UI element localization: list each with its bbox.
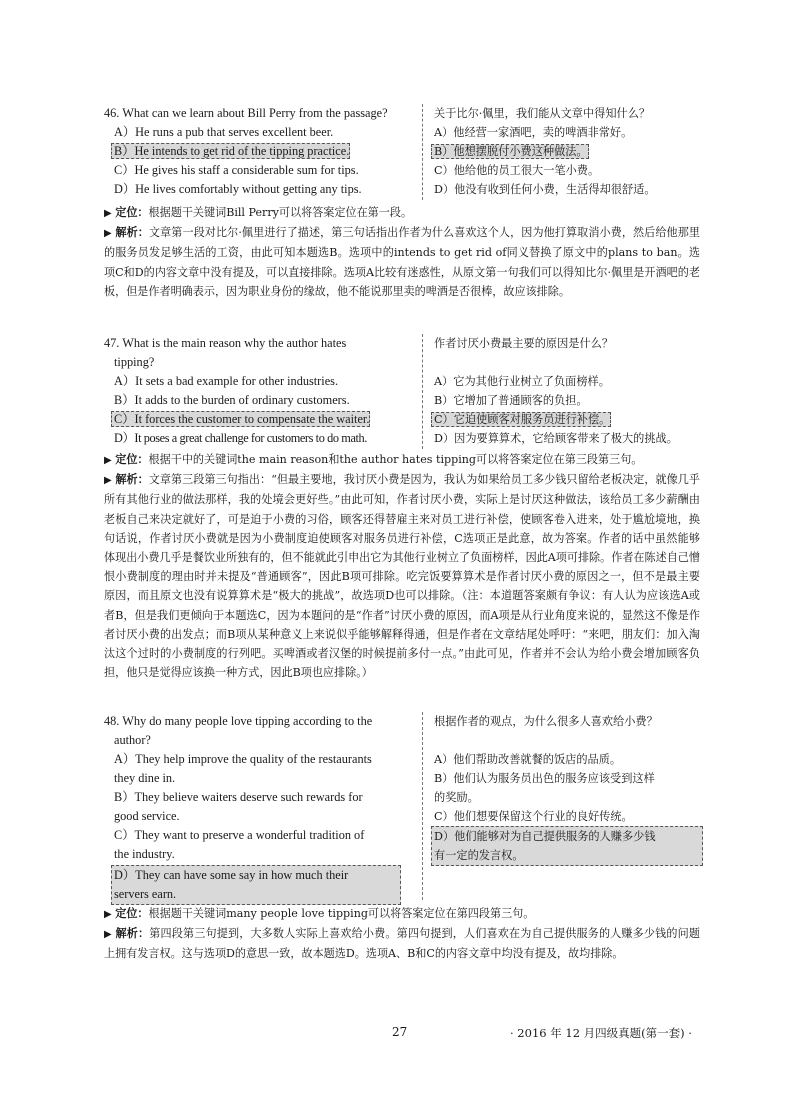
q48-chinese [434,712,724,866]
q48-english [104,712,414,905]
q48-zh-option-d-answer: D）他们能够对为自己提供服务的人赚多少钱 有一定的发言权。 [431,826,703,866]
q48-option-c-cont: the industry. [114,847,175,861]
q46-zh-stem: 关于比尔·佩里，我们能从文章中得知什么？ [434,107,651,120]
q48-option-a-cont: they dine in. [114,771,176,785]
q48-stem-line2: author? [114,733,151,747]
q48-zh-option-c: C）他们想要保留这个行业的良好传统。 [434,810,633,823]
q48-option-b-cont: good service. [114,809,180,823]
q48-option-a: A）They help improve the quality of the restaurants [114,752,372,766]
q47-zh-option-d: D）因为要算算术，它给顾客带来了极大的挑战。 [434,432,678,445]
q46-option-a: A）He runs a pub that serves excellent beer. [114,125,334,139]
q46-stem: 46. What can we learn about Bill Perry from the passage? [104,106,388,120]
triangle-bullet-icon: ▶ [104,475,112,487]
triangle-bullet-icon: ▶ [104,929,112,941]
q48-zh-option-a: A）他们帮助改善就餐的饭店的品质。 [434,753,622,766]
q46-locate: ▶ 定位：根据题干关键词Bill Perry可以将答案定位在第一段。 [104,206,413,219]
q48-stem-line1: 48. Why do many people love tipping according to the [104,714,373,728]
question-47 [104,334,714,449]
q47-zh-option-b: B）它增加了普通顾客的负担。 [434,394,588,407]
q46-chinese [434,104,724,199]
q47-zh-option-a: A）它为其他行业树立了负面榜样。 [434,375,610,388]
q46-option-d: D）He lives comfortably without getting any tips. [114,182,362,196]
q46-zh-option-c: C）他给他的员工很大一笔小费。 [434,164,600,177]
q46-option-c: C）He gives his staff a considerable sum for tips. [114,163,359,177]
q48-option-c: C）They want to preserve a wonderful tradition of [114,828,365,842]
triangle-bullet-icon: ▶ [104,909,112,920]
q46-explanation [104,203,700,301]
q47-analysis: ▶ 解析：文章第三段第三句指出：“但最主要地，我讨厌小费是因为，我认为如果给员工多少钱只留给老板决定，就像几乎所有其他行业的做法那样，我的处境会更好些。”由此可知，作者讨厌小费，实际上是讨厌这种做法，该给员工多少薪酬由老板自己来决定就好了，可是迫于小费的习俗，顾客还得替雇主来对员工进行补偿，使顾客卷入进来，处于尴尬境地，换句话说，作者讨厌小费就是因为小费制度迫使顾客对服务员进行补偿，C选项正是此意，故为答案。作者的话中虽然能够体现出小费几乎是餐饮业所独有的，但不能就此引申出它为其他行业树立了负面榜样，因此A项可排除。作者在陈述自己憎恨小费制度的理由时并未提及“普通顾客”，因此B项可排除。吃完饭要算算术是作者讨厌小费的原因之一，但不是最主要原因，而且原文也没有说算算术是“极大的挑战”，故选项D也可以排除。（注：本道题答案颇有争议：有人认为应该选A或者B，但是我们更倾向于本题选C，因为本题问的是“作者”讨厌小费的原因，而A项是从行业角度来说的，显然这不像是作者讨厌小费的出发点；而B项从某种意义上来说似乎能够解释得通，但是作者在文章结尾处呼吁：“来吧，朋友们：加入淘汰这个过时的小费制度的行列吧。买啤酒或者汉堡的时候提前多付一点。”由此可见，作者并不会认为给小费会增加顾客负担，他只是觉得应该换一种方式，因此B项也应排除。） [104,473,700,680]
q48-locate: ▶ 定位：根据题干关键词many people love tipping可以将答案定位在第四段第三句。 [104,907,535,920]
q46-option-b-answer: B）He intends to get rid of the tipping practice. [111,143,350,159]
q46-zh-option-b-answer: B）他想摆脱付小费这种做法。 [431,144,589,159]
q46-zh-option-a: A）他经营一家酒吧，卖的啤酒非常好。 [434,126,633,139]
q47-explanation [104,450,700,682]
q48-zh-option-b-cont: 的奖励。 [434,791,479,804]
triangle-bullet-icon: ▶ [104,455,112,466]
column-divider [422,334,423,449]
q48-option-b: B）They believe waiters deserve such rewards for [114,790,363,804]
triangle-bullet-icon: ▶ [104,228,112,240]
q47-chinese [434,334,724,448]
q47-stem-line2: tipping? [114,355,155,369]
footer-source: · 2016 年 12 月四级真题(第一套) · [510,1026,692,1040]
q46-english [104,104,414,199]
q47-option-a: A）It sets a bad example for other industries. [114,374,339,388]
q47-option-c-answer: C）It forces the customer to compensate the waiter. [111,411,370,427]
question-48 [104,712,714,900]
q46-zh-option-d: D）他没有收到任何小费，生活得却很舒适。 [434,183,656,196]
question-46 [104,104,714,200]
q46-analysis: ▶ 解析：文章第一段对比尔·佩里进行了描述，第三句话指出作者为什么喜欢这个人，因为他打算取消小费，然后给他那里的服务员发足够生活的工资，由此可知本题选B。选项中的intends to get rid of同义替换了原文中的plans to ban。选项C和D的内容文章中没有提及，可以直接排除。选项A比较有迷惑性，从原文第一句我们可以得知比尔·佩里是开酒吧的老板，但是作者明确表示，因为职业身份的缘故，他不能说那里卖的啤酒是否很棒，故应该排除。 [104,226,700,298]
q47-locate: ▶ 定位：根据干中的关键词the main reason和the author hates tipping可以将答案定位在第三段第三句。 [104,453,643,466]
page-number: 27 [392,1025,408,1039]
q47-stem-line1: 47. What is the main reason why the author hates [104,336,347,350]
q47-option-d: D）It poses a great challenge for customers to do math. [114,431,367,445]
triangle-bullet-icon: ▶ [104,208,112,219]
q47-zh-option-c-answer: C）它迫使顾客对服务员进行补偿。 [431,412,611,427]
q48-zh-option-b: B）他们认为服务员出色的服务应该受到这样 [434,772,655,785]
column-divider [422,712,423,900]
q47-option-b: B）It adds to the burden of ordinary customers. [114,393,350,407]
q47-zh-stem: 作者讨厌小费最主要的原因是什么？ [434,337,614,350]
column-divider [422,104,423,200]
q48-explanation [104,904,700,964]
q48-analysis: ▶ 解析：第四段第三句提到，大多数人实际上喜欢给小费。第四句提到，人们喜欢在为自己提供服务的人赚多少钱的问题上拥有发言权。这与选项D的意思一致，故本题选D。选项A、B和C的内容文章中均没有提及，故均排除。 [104,927,700,961]
q48-option-d-answer: D）They can have some say in how much their servers earn. [111,865,401,905]
q47-english [104,334,414,448]
q48-zh-stem: 根据作者的观点，为什么很多人喜欢给小费？ [434,715,658,728]
